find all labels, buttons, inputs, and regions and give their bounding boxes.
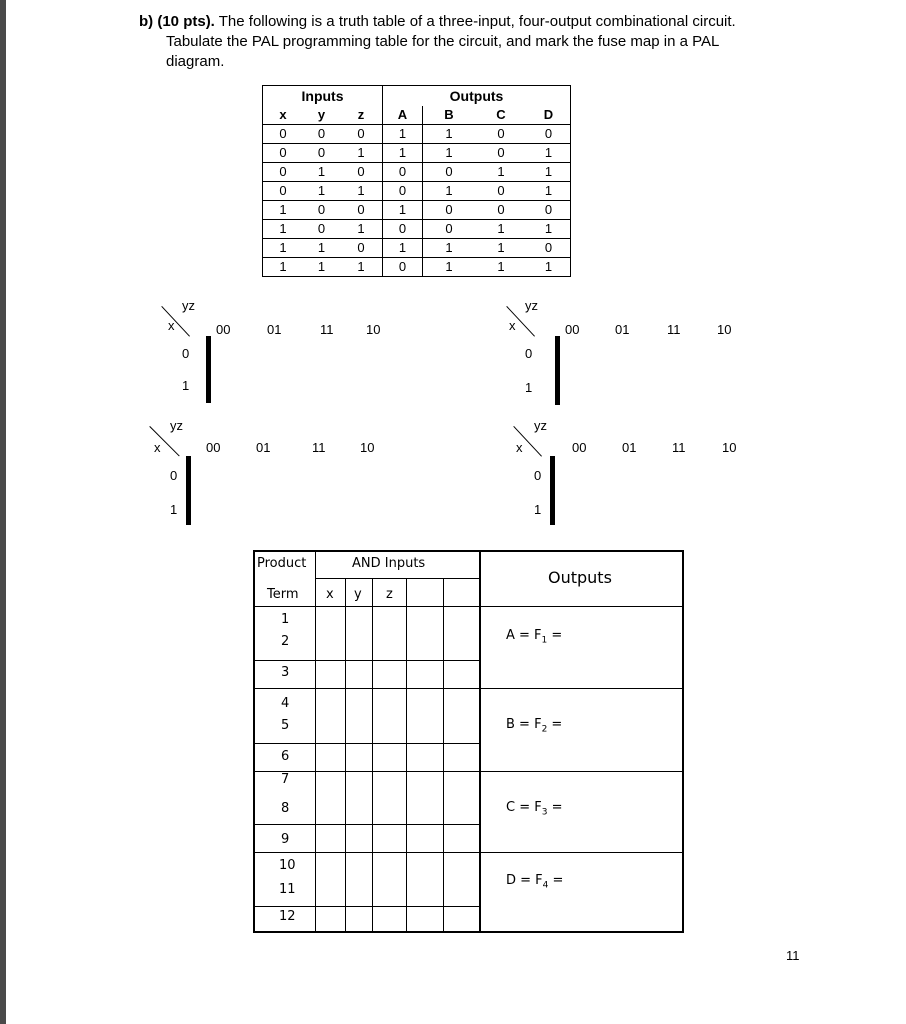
inputs-header: Inputs	[263, 86, 383, 107]
truth-table-cell: 0	[303, 201, 340, 220]
kmap-yz-label: yz	[182, 298, 195, 313]
truth-table-cell: 1	[475, 220, 527, 239]
pal-term-number: 4	[281, 696, 290, 711]
kmap-yz-label: yz	[525, 298, 538, 313]
truth-table-cell: 1	[340, 220, 383, 239]
truth-table-cell: 1	[303, 163, 340, 182]
kmap-col-label: 10	[360, 440, 375, 455]
truth-table-cell: 1	[423, 239, 476, 258]
pal-product-label: Product	[257, 556, 307, 571]
truth-table-cell: 1	[423, 182, 476, 201]
pal-term-number: 8	[281, 801, 290, 816]
question-points: (10 pts).	[157, 13, 215, 30]
kmap-col-label: 01	[267, 322, 282, 337]
truth-table-cell: 0	[527, 239, 571, 258]
pal-input-x: x	[326, 587, 334, 602]
truth-table-cell: 0	[340, 163, 383, 182]
truth-table-cell: 0	[383, 163, 423, 182]
kmap-x-label: x	[168, 318, 175, 333]
truth-table-cell: 1	[263, 258, 304, 277]
kmap-cell[interactable]	[559, 337, 560, 371]
truth-table-cell: 0	[303, 220, 340, 239]
truth-table-cell: 1	[423, 144, 476, 163]
pal-vline	[479, 552, 481, 931]
pal-vline	[372, 578, 373, 931]
truth-table-cell: 1	[263, 201, 304, 220]
truth-table-cell: 0	[383, 258, 423, 277]
kmap-x-label: x	[154, 440, 161, 455]
truth-table-col-header: y	[303, 106, 340, 125]
pal-input-y: y	[354, 587, 362, 602]
truth-table-cell: 0	[475, 182, 527, 201]
truth-table-cell: 0	[263, 125, 304, 144]
kmap-cell[interactable]	[190, 457, 191, 491]
truth-table-cell: 0	[383, 220, 423, 239]
kmap-yz-label: yz	[170, 418, 183, 433]
pal-term-number: 2	[281, 634, 290, 649]
truth-table-cell: 0	[527, 125, 571, 144]
truth-table-cell: 0	[423, 201, 476, 220]
truth-table-cell: 1	[527, 258, 571, 277]
kmap-row-label: 0	[525, 346, 533, 361]
pal-table	[253, 550, 684, 933]
pal-term-number: 5	[281, 718, 290, 733]
pal-hline	[255, 824, 480, 825]
truth-table-cell: 1	[383, 125, 423, 144]
truth-table-cell: 1	[263, 220, 304, 239]
pal-vline	[315, 552, 316, 931]
kmap-col-label: 00	[572, 440, 587, 455]
pal-output-b: $B = F_2$ =	[506, 717, 563, 735]
outputs-header: Outputs	[383, 86, 571, 107]
kmap-col-label: 10	[722, 440, 737, 455]
pal-hline	[255, 660, 480, 661]
truth-table-cell: 0	[527, 201, 571, 220]
kmap-col-label: 01	[256, 440, 271, 455]
kmap-col-label: 10	[366, 322, 381, 337]
pal-output-d: $D = F_4$ =	[506, 873, 564, 891]
pal-term-number: 6	[281, 749, 290, 764]
kmap-col-label: 00	[206, 440, 221, 455]
truth-table-cell: 0	[340, 201, 383, 220]
truth-table-cell: 1	[527, 182, 571, 201]
pal-hline	[315, 578, 480, 579]
truth-table-cell: 1	[263, 239, 304, 258]
kmap-col-label: 11	[320, 322, 334, 337]
truth-table-cell: 1	[475, 239, 527, 258]
pal-term-number: 9	[281, 832, 290, 847]
truth-table-row	[263, 144, 571, 163]
pal-term-number: 3	[281, 665, 290, 680]
pal-hline	[255, 743, 480, 744]
question-text	[139, 12, 839, 72]
kmap-cell[interactable]	[554, 491, 555, 525]
pal-hline	[255, 606, 682, 607]
truth-table-cell: 1	[423, 125, 476, 144]
truth-table-col-header: B	[423, 106, 476, 125]
truth-table-col-header: x	[263, 106, 304, 125]
left-sidebar-bar	[0, 0, 6, 1024]
truth-table-row	[263, 182, 571, 201]
pal-term-number: 11	[279, 882, 296, 897]
kmap-x-label: x	[509, 318, 516, 333]
kmap-col-label: 11	[672, 440, 686, 455]
kmap-grid	[550, 456, 555, 525]
truth-table-cell: 1	[340, 182, 383, 201]
kmap-yz-label: yz	[534, 418, 547, 433]
pal-term-label: Term	[267, 587, 299, 602]
pal-output-a: $A = F_1$ =	[506, 628, 563, 646]
truth-table-cell: 1	[303, 182, 340, 201]
pal-term-number: 10	[279, 858, 296, 873]
truth-table-cell: 1	[475, 163, 527, 182]
truth-table-col-header: C	[475, 106, 527, 125]
kmap-col-label: 00	[565, 322, 580, 337]
kmap-row-label: 0	[534, 468, 542, 483]
kmap-grid	[186, 456, 191, 525]
truth-table-cell: 1	[303, 239, 340, 258]
kmap-col-label: 10	[717, 322, 732, 337]
pal-vline	[406, 578, 407, 931]
truth-table-cell: 0	[263, 144, 304, 163]
truth-table-cell: 1	[383, 144, 423, 163]
truth-table-cell: 1	[527, 220, 571, 239]
truth-table-cell: 0	[423, 163, 476, 182]
pal-term-number: 1	[281, 612, 290, 627]
truth-table-cell: 0	[475, 201, 527, 220]
question-line3: diagram.	[166, 53, 225, 70]
pal-hline	[255, 852, 682, 853]
truth-table-cell: 0	[383, 182, 423, 201]
truth-table-cell: 0	[475, 144, 527, 163]
kmap-col-label: 11	[667, 322, 681, 337]
kmap-row-label: 1	[170, 502, 178, 517]
truth-table-cell: 1	[303, 258, 340, 277]
truth-table-cell: 1	[383, 201, 423, 220]
kmap-x-label: x	[516, 440, 523, 455]
question-label: b)	[139, 13, 154, 30]
truth-table-row	[263, 258, 571, 277]
truth-table-row	[263, 201, 571, 220]
kmap-cell[interactable]	[210, 370, 211, 403]
truth-table-cell: 1	[475, 258, 527, 277]
kmap-row-label: 1	[534, 502, 542, 517]
truth-table-cell: 0	[423, 220, 476, 239]
truth-table-cell: 1	[340, 144, 383, 163]
truth-table-cell: 1	[383, 239, 423, 258]
truth-table-cell: 0	[303, 125, 340, 144]
pal-and-inputs-label: AND Inputs	[352, 556, 426, 571]
truth-table-cell: 1	[527, 144, 571, 163]
kmap-grid	[206, 336, 211, 403]
kmap-cell[interactable]	[190, 491, 191, 525]
truth-table-cell: 0	[340, 239, 383, 258]
truth-table-cell: 0	[340, 125, 383, 144]
truth-table-cell: 1	[340, 258, 383, 277]
pal-term-number: 12	[279, 909, 296, 924]
truth-table-row	[263, 239, 571, 258]
kmap-row-label: 1	[525, 380, 533, 395]
kmap-row-label: 0	[170, 468, 178, 483]
kmap-col-label: 01	[615, 322, 630, 337]
pal-outputs-label: Outputs	[548, 568, 612, 587]
kmap-row-label: 0	[182, 346, 190, 361]
truth-table-cell: 0	[263, 163, 304, 182]
truth-table-cell: 0	[263, 182, 304, 201]
truth-table-cell: 1	[527, 163, 571, 182]
question-line2: Tabulate the PAL programming table for the circuit, and mark the fuse map in a PAL	[166, 33, 720, 50]
kmap-row-label: 1	[182, 378, 190, 393]
pal-input-z: z	[386, 587, 393, 602]
pal-hline	[255, 906, 480, 907]
truth-table-row	[263, 163, 571, 182]
truth-table-col-header: z	[340, 106, 383, 125]
pal-hline	[255, 771, 682, 772]
kmap-col-label: 11	[312, 440, 326, 455]
truth-table-row	[263, 125, 571, 144]
pal-output-c: $C = F_3$ =	[506, 800, 563, 818]
page-number: 11	[786, 948, 800, 963]
truth-table-cell: 0	[303, 144, 340, 163]
truth-table-col-header: D	[527, 106, 571, 125]
pal-vline	[345, 578, 346, 931]
kmap-col-label: 01	[622, 440, 637, 455]
pal-vline	[443, 578, 444, 931]
truth-table-col-header: A	[383, 106, 423, 125]
kmap-cell[interactable]	[559, 371, 560, 405]
kmap-cell[interactable]	[210, 337, 211, 370]
truth-table-row	[263, 220, 571, 239]
pal-hline	[255, 688, 682, 689]
kmap-col-label: 00	[216, 322, 231, 337]
truth-table	[262, 85, 571, 277]
truth-table-cell: 1	[423, 258, 476, 277]
pal-term-number: 7	[281, 772, 290, 787]
question-line1: The following is a truth table of a three-input, four-output combinational circuit.	[214, 13, 736, 30]
truth-table-cell: 0	[475, 125, 527, 144]
kmap-cell[interactable]	[554, 457, 555, 491]
kmap-grid	[555, 336, 560, 405]
